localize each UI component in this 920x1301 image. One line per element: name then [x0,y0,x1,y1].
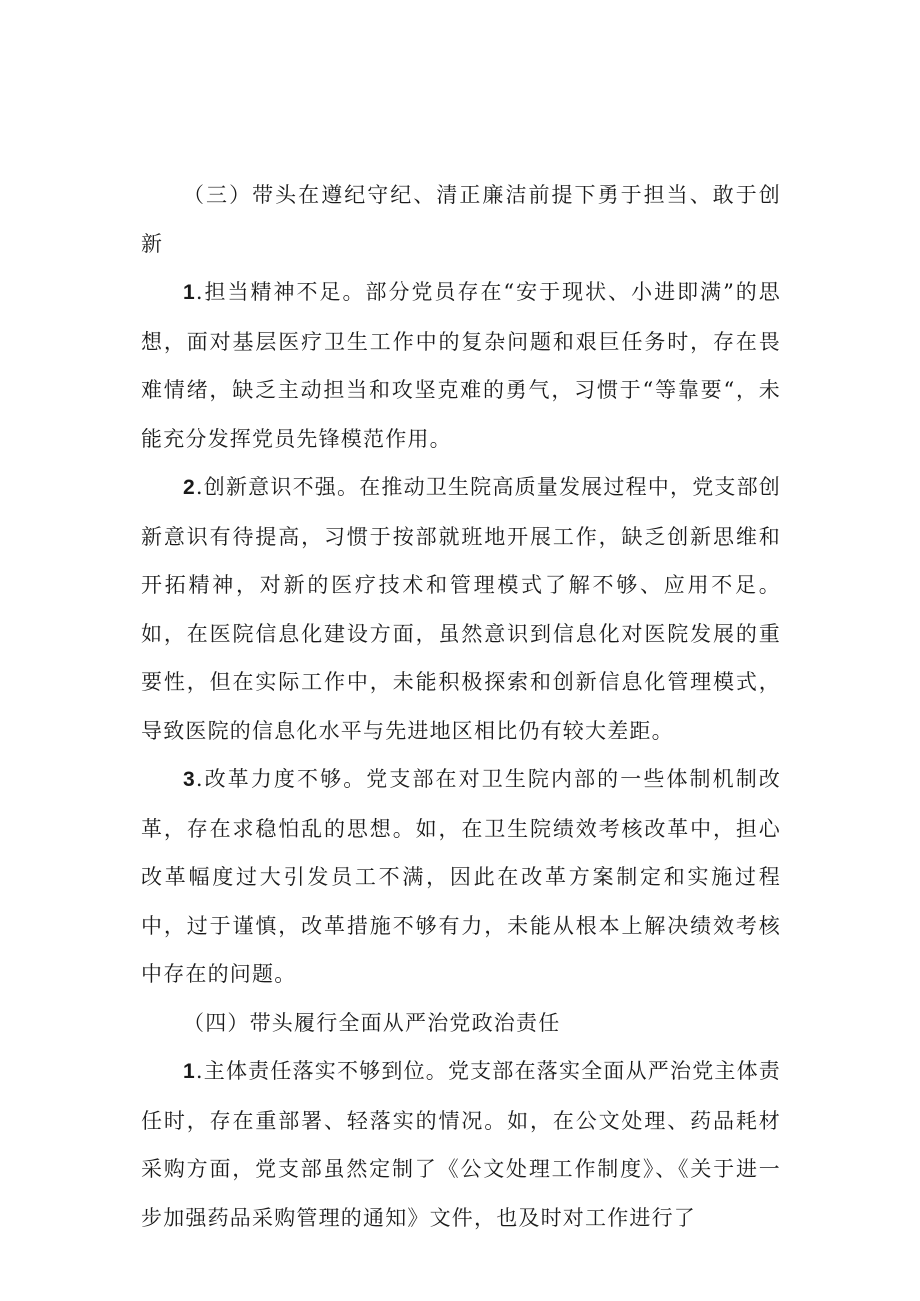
document-body [141,171,781,1242]
item-text: .担当精神不足。部分党员存在“安于现状、小进即满”的思想，面对基层医疗卫生工作中的复杂问题和艰巨任务时，存在畏难情绪，缺乏主动担当和攻坚克难的勇气，习惯于“等靠要“，未能充分发挥党员先锋模范作用。 [141,280,781,451]
paragraph-3-3 [141,755,781,999]
paragraph-3-2 [141,463,781,755]
paragraph-3-1 [141,268,781,463]
item-text: .创新意识不强。在推动卫生院高质量发展过程中，党支部创新意识有待提高，习惯于按部就班地开展工作，缺乏创新思维和开拓精神，对新的医疗技术和管理模式了解不够、应用不足。如，在医院信息化建设方面，虽然意识到信息化对医院发展的重要性，但在实际工作中，未能积极探索和创新信息化管理模式，导致医院的信息化水平与先进地区相比仍有较大差距。 [141,475,781,743]
paragraph-4-1 [141,1047,781,1242]
section-heading-3: （三）带头在遵纪守纪、清正廉洁前提下勇于担当、敢于创新 [141,183,781,256]
item-number: 3 [183,768,196,791]
item-number: 1 [183,281,196,304]
section-heading-4: （四）带头履行全面从严治党政治责任 [183,1010,561,1035]
item-text: .主体责任落实不够到位。党支部在落实全面从严治党主体责任时，存在重部署、轻落实的情况。如，在公文处理、药品耗材采购方面，党支部虽然定制了《公文处理工作制度》、《关于进一步加强药品采购管理的通知》文件，也及时对工作进行了 [141,1059,781,1230]
item-text: .改革力度不够。党支部在对卫生院内部的一些体制机制改革，存在求稳怕乱的思想。如，在卫生院绩效考核改革中，担心改革幅度过大引发员工不满，因此在改革方案制定和实施过程中，过于谨慎，改革措施不够有力，未能从根本上解决绩效考核中存在的问题。 [141,767,781,986]
item-number: 2 [183,476,196,499]
item-number: 1 [183,1060,196,1083]
